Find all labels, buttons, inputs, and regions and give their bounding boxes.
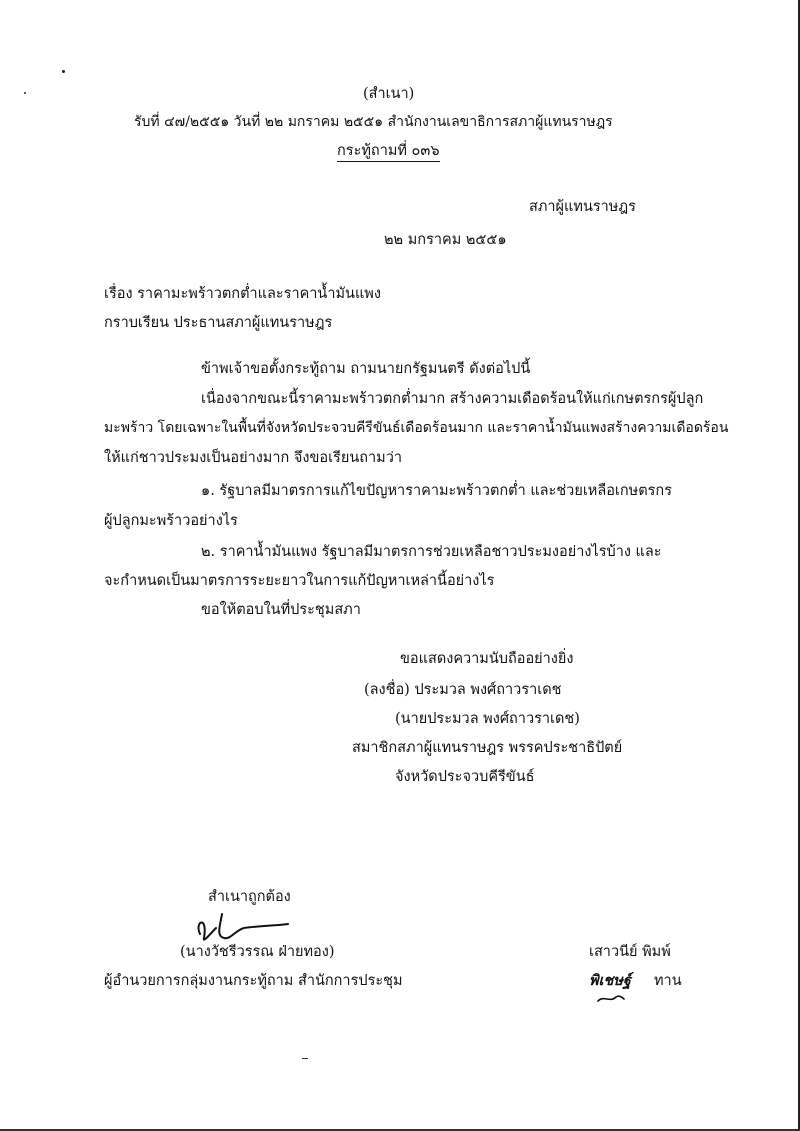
signer-position: สมาชิกสภาผู้แทนราษฎร พรรคประชาธิปัตย์ xyxy=(352,740,623,756)
paragraph-line: มะพร้าว โดยเฉพาะในพื้นที่จังหวัดประจวบคีรีขันธ์เดือดร้อนมาก และราคาน้ำมันแพงสร้างความเดือดร้อน xyxy=(104,420,729,436)
intro-paragraph: ข้าพเจ้าขอตั้งกระทู้ถาม ถามนายกรัฐมนตรี ดังต่อไปนี้ xyxy=(201,361,531,377)
copy-mark: (สำเนา) xyxy=(363,86,415,102)
signer-province: จังหวัดประจวบคีรีขันธ์ xyxy=(395,769,535,785)
scan-dot xyxy=(24,92,26,94)
document-date: ๒๒ มกราคม ๒๕๕๑ xyxy=(384,232,507,248)
signer-name: (นายประมวล พงศ์ถาวราเดช) xyxy=(395,711,580,727)
typed-by: เสาวนีย์ พิมพ์ xyxy=(589,944,671,960)
question-item: ๑. รัฐบาลมีมาตรการแก้ไขปัญหาราคามะพร้าวตกต่ำ และช่วยเหลือเกษตรกร xyxy=(201,483,672,499)
checked-label: ทาน xyxy=(654,973,682,989)
certified-copy: สำเนาถูกต้อง xyxy=(208,889,291,905)
handwritten-signature xyxy=(186,908,296,948)
question-number: กระทู้ถามที่ ๐๓๖ xyxy=(337,143,440,162)
question-item: จะกำหนดเป็นมาตรการระยะยาวในการแก้ปัญหาเหล่านี้อย่างไร xyxy=(104,573,495,589)
scan-dash xyxy=(302,1058,308,1059)
paragraph-line: เนื่องจากขณะนี้ราคามะพร้าวตกต่ำมาก สร้างความเดือดร้อนให้แก่เกษตรกรผู้ปลูก xyxy=(201,391,704,407)
signed-line: (ลงชื่อ) ประมวล พงศ์ถาวราเดช xyxy=(364,682,562,698)
question-item: ๒. ราคาน้ำมันแพง รัฐบาลมีมาตรการช่วยเหลือชาวประมงอย่างไรบ้าง และ xyxy=(201,544,662,560)
certifier-name: (นางวัชรีวรรณ ฝ่ายทอง) xyxy=(180,944,335,960)
subject-line: เรื่อง ราคามะพร้าวตกต่ำและราคาน้ำมันแพง xyxy=(104,286,381,302)
certifier-title: ผู้อำนวยการกลุ่มงานกระทู้ถาม สำนักการประชุม xyxy=(104,973,403,989)
closing-request: ขอให้ตอบในที่ประชุมสภา xyxy=(201,602,361,618)
scan-dot xyxy=(62,70,65,73)
paragraph-line: ให้แก่ชาวประมงเป็นอย่างมาก จึงขอเรียนถามว่า xyxy=(104,450,403,466)
house-name: สภาผู้แทนราษฎร xyxy=(529,199,636,215)
initials-mark xyxy=(596,993,626,1005)
salutation: กราบเรียน ประธานสภาผู้แทนราษฎร xyxy=(104,315,333,331)
regards: ขอแสดงความนับถืออย่างยิ่ง xyxy=(400,651,574,667)
question-item: ผู้ปลูกมะพร้าวอย่างไร xyxy=(104,513,238,529)
receipt-line: รับที่ ๔๗/๒๕๕๑ วันที่ ๒๒ มกราคม ๒๕๕๑ สำนักงานเลขาธิการสภาผู้แทนราษฎร xyxy=(134,114,613,130)
checker-signature: พิเชษฐ์ xyxy=(589,972,631,989)
